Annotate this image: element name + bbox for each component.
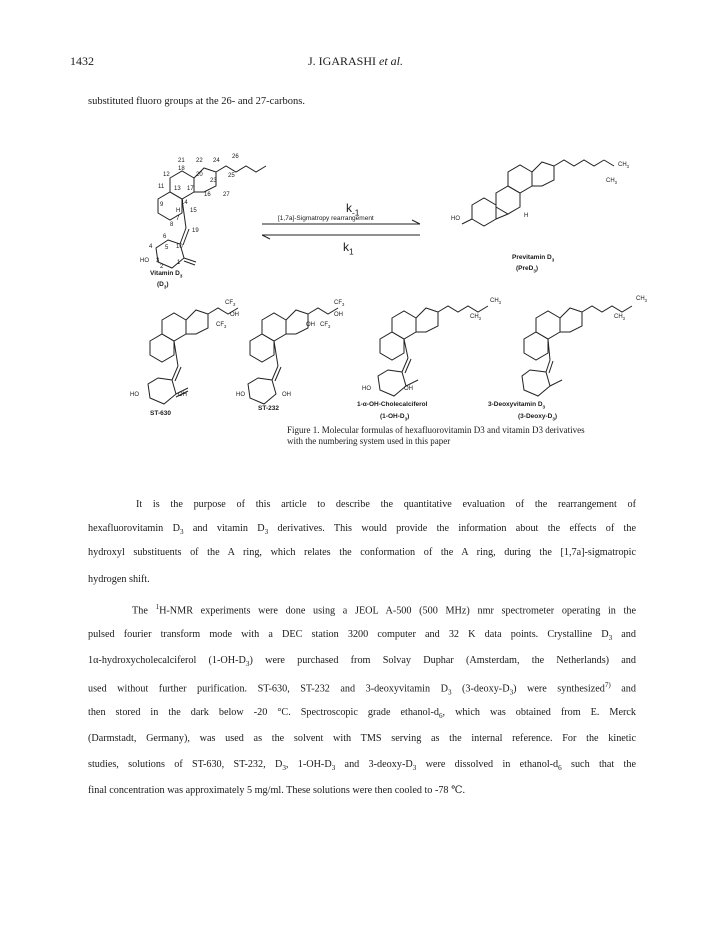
oh-label: OH xyxy=(282,392,291,398)
carbon-number: 19 xyxy=(192,228,199,234)
ch3-label: $CH_3$ xyxy=(614,314,626,322)
carbon-number: 2 xyxy=(160,264,164,270)
carbon-number: 27 xyxy=(223,192,230,198)
paragraph-2-line-4: used without further purification. ST-630, ST-232 and 3-deoxyvitamin $D_3$ $(3-deoxy-D_3)$ were synthesized$^{7)}$ and xyxy=(88,681,636,697)
carbon-number: 21 xyxy=(178,158,185,164)
carbon-number: 8 xyxy=(170,222,174,228)
paragraph-1-line-3: hydroxyl substituents of the A ring, which relates the conformation of the A ring, during the [1,7a]-sigmatropic xyxy=(88,547,636,558)
oh-label: OH xyxy=(404,386,413,392)
carbon-number: 11 xyxy=(158,184,165,190)
carbon-number: 22 xyxy=(196,158,203,164)
carbon-number: 5 xyxy=(165,245,169,251)
molecular-formulas-figure xyxy=(0,0,711,460)
paragraph-2-line-1: The $^1$H-NMR experiments were done using a JEOL A-500 (500 MHz) nmr spectrometer operating in the xyxy=(132,603,636,617)
carbon-number: 20 xyxy=(196,172,203,178)
vitamin-d3-abbr: $(D_3)$ xyxy=(157,281,169,290)
carbon-number: 16 xyxy=(204,192,211,198)
ch3-label: $CH_3$ xyxy=(470,314,482,322)
carbon-number: 25 xyxy=(228,173,235,179)
h-label: H xyxy=(524,213,529,219)
carbon-number: 12 xyxy=(163,172,170,178)
carbon-number: 4 xyxy=(149,244,153,250)
st630-name: ST-630 xyxy=(150,410,171,417)
ch3-label: $CH_3$ xyxy=(490,298,502,306)
oh-d3-name: 1-α-OH-Cholecalciferol xyxy=(357,401,428,408)
carbon-number: 9 xyxy=(160,202,164,208)
paragraph-2-line-5: then stored in the dark below -20 °C. Spectroscopic grade ethanol-$d_6$, which was obtained from E. Merck xyxy=(88,707,637,721)
carbon-number: 26 xyxy=(232,154,239,160)
cf3-label: $CF_3$ xyxy=(320,322,331,330)
arrow-label: [1,7a]-Sigmatropy rearrangement xyxy=(278,215,374,222)
paragraph-2-line-7: studies, solutions of ST-630, ST-232, $D_3$, $1-OH-D_3$ and $3-deoxy-D_3$ were dissolved in ethanol-$d_6$ such that the xyxy=(88,759,636,773)
oh-label: OH xyxy=(178,392,187,398)
paragraph-2-line-8: final concentration was approximately 5 mg/ml. These solutions were then cooled to -78 ℃. xyxy=(88,785,466,796)
rate-constant-k-minus: $k_{-1}$ xyxy=(346,201,360,218)
rate-constant-k-plus: $k_1$ xyxy=(343,240,354,257)
intro-line: substituted fluoro groups at the 26- and 27-carbons. xyxy=(88,96,305,107)
carbon-number: 10 xyxy=(176,244,183,250)
running-title: J. IGARASHI et al. xyxy=(307,54,403,68)
cf3-label: $CF_3$ xyxy=(225,300,236,308)
cf3-label: $CF_3$ xyxy=(216,322,227,330)
st232-name: ST-232 xyxy=(258,405,279,412)
deoxy-d3-name: 3-Deoxyvitamin $D_3$ xyxy=(488,401,546,410)
carbon-number: H xyxy=(176,208,181,214)
figure-caption-line2: with the numbering system used in this paper xyxy=(287,436,451,446)
paragraph-1-line-4: hydrogen shift. xyxy=(88,574,150,585)
ho-label: HO xyxy=(362,386,371,392)
deoxy-d3-abbr: $(3-Deoxy-D_3)$ xyxy=(518,413,558,422)
carbon-number: 15 xyxy=(190,208,197,214)
carbon-number: 23 xyxy=(210,178,217,184)
figure-caption-line1: Figure 1. Molecular formulas of hexafluorovitamin D3 and vitamin D3 derivatives xyxy=(287,425,585,435)
ch3-label: $CH_3$ xyxy=(618,162,630,170)
oh-label: OH xyxy=(334,312,343,318)
ch3-label: $CH_3$ xyxy=(606,178,618,186)
carbon-number: 3 xyxy=(156,258,160,264)
oh-label: OH xyxy=(230,312,239,318)
carbon-number: 1 xyxy=(177,260,181,266)
paragraph-2-line-2: pulsed fourier transform mode with a DEC station 3200 computer and 32 K data points. Crystalline $D_3$ and xyxy=(88,629,636,643)
ho-label: HO xyxy=(140,258,149,264)
oh-label: OH xyxy=(306,322,315,328)
carbon-number: 6 xyxy=(163,234,167,240)
paragraph-2-line-3: 1α-hydroxycholecalciferol $(1-OH-D_3)$ were purchased from Solvay Duphar (Amsterdam, the Netherlands) and xyxy=(88,655,636,669)
carbon-number: 24 xyxy=(213,158,220,164)
carbon-number: 7 xyxy=(176,216,180,222)
reaction-arrows xyxy=(262,220,420,239)
carbon-number: 18 xyxy=(178,166,185,172)
page-number: 1432 xyxy=(70,54,94,68)
cf3-label: $CF_3$ xyxy=(334,300,345,308)
ho-label: HO xyxy=(236,392,245,398)
previtamin-d3-abbr: (PreD$_3$) xyxy=(516,265,539,274)
carbon-number: 13 xyxy=(174,186,181,192)
previtamin-d3-name: Previtamin $D_3$ xyxy=(512,254,555,263)
carbon-number: 17 xyxy=(187,186,194,192)
ch3-label: $CH_3$ xyxy=(636,296,648,304)
ho-label: HO xyxy=(130,392,139,398)
oh-d3-abbr: $(1-OH-D_3)$ xyxy=(380,413,410,422)
vitamin-d3-name: Vitamin $D_3$ xyxy=(150,270,183,279)
ho-label: HO xyxy=(451,216,460,222)
paragraph-2-line-6: (Darmstadt, Germany), was used as the solvent with TMS serving as the internal reference. For the kinetic xyxy=(88,733,636,744)
paragraph-1-line-2: hexafluorovitamin $D_3$ and vitamin $D_3$ derivatives. This would provide the information about the effects of the xyxy=(88,523,636,537)
carbon-number: 14 xyxy=(181,200,188,206)
previtamin-d3-structure xyxy=(462,160,614,226)
paragraph-1-line-1: It is the purpose of this article to describe the quantitative evaluation of the rearrangement of xyxy=(136,499,636,510)
